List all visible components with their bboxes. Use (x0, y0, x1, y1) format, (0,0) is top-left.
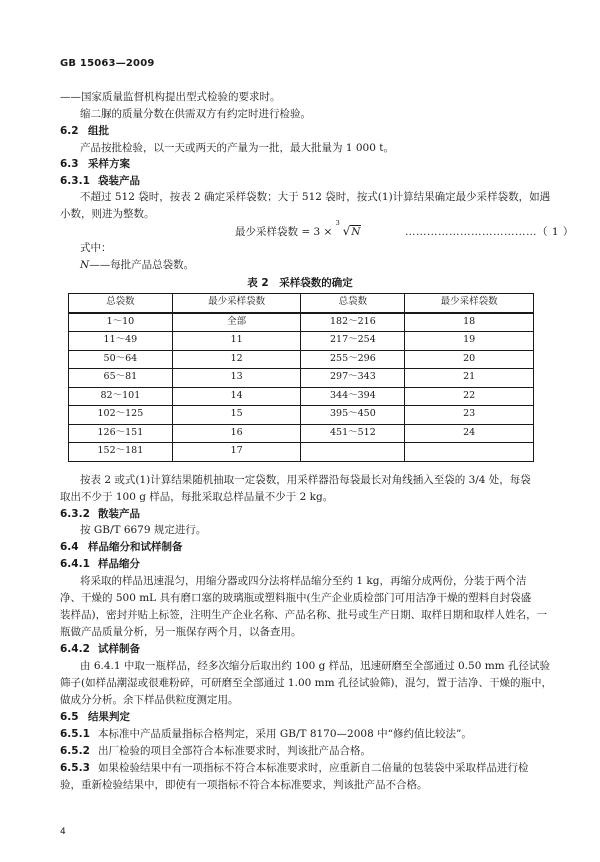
table-cell: 344～394 (301, 387, 405, 406)
section-6-4-1-line-2: 净、干燥的 500 mL 具有磨口塞的玻璃瓶或塑料瓶中(生产企业质检部门可用洁净干燥的塑料自封袋盛 (60, 592, 532, 604)
table-cell: 22 (405, 387, 534, 406)
section-number: 6.3 (60, 158, 79, 170)
section-6-3-2-text: 按 GB/T 6679 规定进行。 (80, 524, 207, 536)
table-cell: 12 (172, 350, 301, 369)
section-number: 6.5.2 (60, 745, 90, 757)
table-header: 总袋数 (301, 294, 405, 313)
formula-variable: N (351, 226, 361, 238)
table-cell: 15 (172, 406, 301, 425)
standard-header: GB 15063—2009 (60, 58, 155, 69)
table-cell: 255～296 (301, 350, 405, 369)
section-6-3-1-text-1: 不超过 512 袋时，按表 2 确定采样袋数；大于 512 袋时，按式(1)计算结果确定最少采样袋数，如遇 (80, 191, 551, 203)
table-cell (301, 443, 405, 462)
root-index: 3 (335, 219, 340, 227)
section-6-4-heading (60, 540, 183, 554)
section-number: 6.4.1 (60, 558, 90, 570)
section-text: 本标准中产品质量指标合格判定，采用 GB/T 8170—2008 中“修约值比较法”。 (98, 728, 472, 740)
section-number: 6.5.1 (60, 728, 90, 740)
table-cell: 65～81 (69, 369, 173, 388)
table-cell: 182～216 (301, 313, 405, 332)
section-6-2-heading (60, 124, 109, 138)
section-number: 6.3.1 (60, 175, 90, 187)
table-row (69, 387, 534, 406)
table-cell: 17 (172, 443, 301, 462)
where-definition (80, 258, 560, 272)
section-6-5-2 (60, 744, 540, 758)
section-title: 样品缩分 (98, 558, 140, 570)
table-cell: 395～450 (301, 406, 405, 425)
table-cell: 全部 (172, 313, 301, 332)
table-row (69, 332, 534, 351)
table-row (69, 424, 534, 443)
table-cell: 50～64 (69, 350, 173, 369)
section-6-4-2-heading (60, 642, 140, 656)
section-6-4-1-heading (60, 557, 140, 571)
section-6-4-1-line-3: 装样品)，密封并贴上标签，注明生产企业名称、产品名称、批号或生产日期、取样日期和取样人姓名，一 (60, 609, 548, 621)
section-6-4-1-line-1: 将采取的样品迅速混匀，用缩分器或四分法将样品缩分至约 1 kg，再缩分成两份，分装于两个洁 (80, 575, 527, 587)
table-cell: 24 (405, 424, 534, 443)
table-cell: 217～254 (301, 332, 405, 351)
sample-count-formula (235, 219, 361, 239)
table-cell: 13 (172, 369, 301, 388)
table-header: 总袋数 (69, 294, 173, 313)
section-number: 6.4 (60, 541, 79, 553)
requirement-line-1: ——国家质量监督机构提出型式检验的要求时。 (60, 91, 281, 103)
table-cell (405, 443, 534, 462)
after-table-line-1: 按表 2 或式(1)计算结果随机抽取一定袋数，用采样器沿每袋最长对角线插入至袋的 3/4 处，每袋 (80, 474, 531, 486)
where-label: 式中： (80, 242, 112, 254)
cube-root (335, 219, 362, 239)
table-cell: 19 (405, 332, 534, 351)
section-6-3-1-text-2: 小数，则进为整数。 (60, 208, 155, 220)
table-cell: 451～512 (301, 424, 405, 443)
table-cell: 11～49 (69, 332, 173, 351)
table-caption: 表 2 采样袋数的确定 (247, 277, 353, 289)
table-cell: 126～151 (69, 424, 173, 443)
table-cell: 20 (405, 350, 534, 369)
formula-lhs: 最少采样袋数 = 3 × (235, 226, 336, 238)
table-row (69, 369, 534, 388)
section-6-3-1-heading (60, 174, 140, 188)
section-title: 试样制备 (98, 643, 140, 655)
section-6-5-heading (60, 710, 130, 724)
section-6-4-2-line-2: 筛子(如样品潮湿或很难粉碎，可研磨至全部通过 1.00 mm 孔径试验筛)，混匀，置于洁净、干燥的瓶中， (60, 677, 552, 689)
table-row (69, 443, 534, 462)
section-6-5-1 (60, 727, 540, 741)
page-number: 4 (60, 827, 66, 837)
section-6-2-text: 产品按批检验，以一天或两天的产量为一批，最大批量为 1 000 t。 (80, 142, 394, 154)
table-header: 最少采样袋数 (405, 294, 534, 313)
section-6-3-heading (60, 157, 130, 171)
sampling-table (68, 293, 534, 462)
where-variable: N (80, 259, 90, 271)
table-cell: 297～343 (301, 369, 405, 388)
table-cell: 82～101 (69, 387, 173, 406)
section-text: 出厂检验的项目全部符合本标准要求时，判该批产品合格。 (98, 745, 371, 757)
section-title: 样品缩分和试样制备 (88, 541, 183, 553)
section-title: 采样方案 (88, 158, 130, 170)
table-cell: 11 (172, 332, 301, 351)
table-cell: 14 (172, 387, 301, 406)
section-number: 6.2 (60, 125, 79, 137)
section-6-4-1-line-4: 瓶做产品质量分析，另一瓶保存两个月，以备查用。 (60, 626, 302, 638)
section-number: 6.5 (60, 711, 79, 723)
table-row (69, 313, 534, 332)
section-title: 结果判定 (88, 711, 130, 723)
after-table-line-2: 取出不少于 100 g 样品，每批采取总样品量不少于 2 kg。 (60, 491, 334, 503)
requirement-line-2: 缩二脲的质量分数在供需双方有约定时进行检验。 (80, 108, 311, 120)
table-cell: 21 (405, 369, 534, 388)
table-row (69, 406, 534, 425)
radical-sign-icon: √ (342, 224, 351, 238)
section-6-4-2-line-1: 由 6.4.1 中取一瓶样品，经多次缩分后取出约 100 g 样品，迅速研磨至全部通过 0.50 mm 孔径试验 (80, 660, 550, 672)
formula-number: ………………………………（ 1 ） (405, 226, 574, 238)
section-text-1: 如果检验结果中有一项指标不符合本标准要求时，应重新自二倍量的包装袋中采取样品进行检 (98, 762, 529, 774)
section-number: 6.4.2 (60, 643, 90, 655)
section-number: 6.5.3 (60, 762, 90, 774)
section-6-4-2-line-3: 做成分分析。余下样品供粒度测定用。 (60, 694, 239, 706)
section-title: 散装产品 (98, 508, 140, 520)
section-title: 袋装产品 (98, 175, 140, 187)
table-cell: 18 (405, 313, 534, 332)
table-header-row (69, 294, 534, 313)
section-6-3-2-heading (60, 507, 140, 521)
where-definition-text: ——每批产品总袋数。 (89, 259, 195, 271)
section-6-5-3-text-2: 验，重新检验结果中，即使有一项指标不符合本标准要求，判该批产品不合格。 (60, 779, 428, 791)
table-cell: 23 (405, 406, 534, 425)
table-cell: 1～10 (69, 313, 173, 332)
table-header: 最少采样袋数 (172, 294, 301, 313)
table-cell: 102～125 (69, 406, 173, 425)
table-cell: 16 (172, 424, 301, 443)
table-cell: 152～181 (69, 443, 173, 462)
section-6-5-3 (60, 761, 540, 775)
table-row (69, 350, 534, 369)
section-number: 6.3.2 (60, 508, 90, 520)
section-title: 组批 (88, 125, 109, 137)
